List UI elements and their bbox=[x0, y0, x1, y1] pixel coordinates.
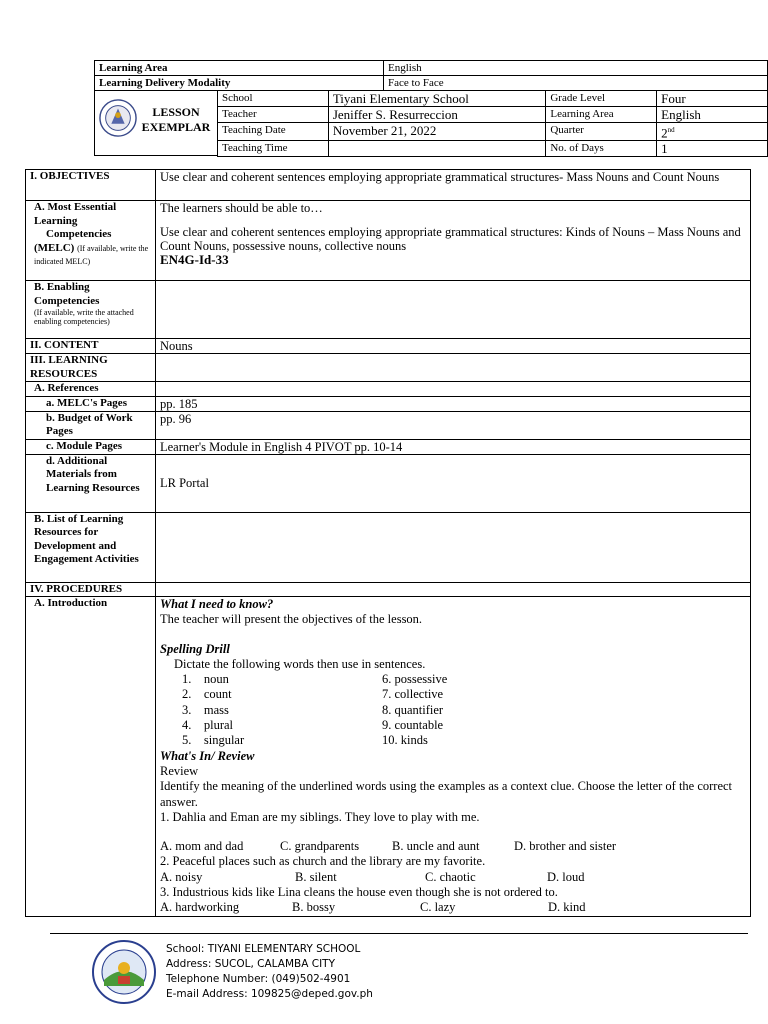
content-value: Nouns bbox=[156, 339, 751, 354]
question-3: 3. Industrious kids like Lina cleans the house even though she is not ordered to. bbox=[160, 885, 558, 900]
enabling-label: B. Enabling Competencies (If available, write the attached enabling competencies) bbox=[26, 281, 156, 339]
option: D. brother and sister bbox=[514, 839, 617, 854]
table-row bbox=[26, 339, 751, 354]
option: C. lazy bbox=[420, 900, 456, 915]
budget-value: pp. 96 bbox=[156, 411, 751, 439]
list-item: 1. noun bbox=[182, 672, 229, 687]
review-text: Identify the meaning of the underlined words using the examples as a context clue. Choose the letter of the correct answer. bbox=[160, 779, 733, 809]
date-value: November 21, 2022 bbox=[328, 123, 546, 141]
modality-value: Face to Face bbox=[384, 76, 768, 91]
grade-value: Four bbox=[657, 91, 768, 107]
table-row bbox=[26, 411, 751, 439]
option: A. mom and dad bbox=[160, 839, 244, 854]
list-resources-label: B. List of Learning Resources for Development and Engagement Activities bbox=[26, 512, 156, 582]
introduction-content bbox=[156, 597, 751, 917]
objectives-label: I. OBJECTIVES bbox=[26, 170, 156, 201]
footer-contact bbox=[166, 942, 373, 1002]
school-value: Tiyani Elementary School bbox=[328, 91, 546, 107]
melc-intro: The learners should be able to… bbox=[160, 201, 323, 215]
review-title: What's In/ Review bbox=[160, 748, 255, 763]
footer-phone: Telephone Number: (049)502-4901 bbox=[166, 973, 351, 985]
teacher-label: Teacher bbox=[218, 107, 329, 123]
question-2: 2. Peaceful places such as church and the library are my favorite. bbox=[160, 854, 486, 869]
enabling-content bbox=[156, 281, 751, 339]
budget-label: b. Budget of Work Pages bbox=[26, 411, 156, 439]
footer-divider bbox=[50, 933, 748, 934]
question-1: 1. Dahlia and Eman are my siblings. They love to play with me. bbox=[160, 809, 480, 824]
need-title: What I need to know? bbox=[160, 597, 274, 611]
module-label: c. Module Pages bbox=[26, 439, 156, 454]
module-value: Learner's Module in English 4 PIVOT pp. 10-14 bbox=[156, 439, 751, 454]
list-item: 3. mass bbox=[182, 702, 229, 717]
option: D. loud bbox=[547, 869, 585, 884]
content-label: II. CONTENT bbox=[26, 339, 156, 354]
objectives-text: Use clear and coherent sentences employing appropriate grammatical structures- Mass Nouns and Count Nouns bbox=[156, 170, 751, 201]
question-3-options bbox=[160, 900, 720, 915]
table-row bbox=[26, 354, 751, 382]
option: B. uncle and aunt bbox=[392, 839, 480, 854]
footer-address: Address: SUCOL, CALAMBA CITY bbox=[166, 958, 335, 970]
footer-school: School: TIYANI ELEMENTARY SCHOOL bbox=[166, 943, 361, 955]
school-logo-icon bbox=[92, 940, 156, 1004]
option: C. chaotic bbox=[425, 869, 476, 884]
question-2-options bbox=[160, 870, 720, 885]
date-label: Teaching Date bbox=[218, 123, 329, 141]
question-1-options bbox=[160, 839, 720, 854]
drill-title: Spelling Drill bbox=[160, 641, 230, 656]
modality-label: Learning Delivery Modality bbox=[95, 76, 384, 91]
resources-label: III. LEARNING RESOURCES bbox=[26, 354, 156, 382]
option: C. grandparents bbox=[280, 839, 360, 854]
deped-seal-icon bbox=[99, 99, 137, 137]
header-info-table bbox=[217, 90, 768, 157]
additional-label: d. Additional Materials from Learning Resources bbox=[26, 454, 156, 512]
title-cell bbox=[94, 90, 218, 156]
table-row bbox=[26, 582, 751, 597]
list-item: 8. quantifier bbox=[382, 702, 444, 717]
option: A. noisy bbox=[160, 869, 203, 884]
option: A. hardworking bbox=[160, 900, 240, 915]
list-item: 10. kinds bbox=[382, 733, 428, 748]
melc-text: Use clear and coherent sentences employing appropriate grammatical structures: Kinds of Nouns – Mass Nouns and Count Nouns, possessive nouns, collective nouns bbox=[160, 225, 741, 253]
list-item: 4. plural bbox=[182, 718, 234, 733]
grade-label: Grade Level bbox=[546, 91, 657, 107]
table-row bbox=[26, 439, 751, 454]
time-label: Teaching Time bbox=[218, 141, 329, 157]
table-row bbox=[26, 382, 751, 397]
quarter-value: 2nd bbox=[657, 123, 768, 141]
days-value: 1 bbox=[657, 141, 768, 157]
references-label: A. References bbox=[26, 382, 156, 397]
spelling-list bbox=[182, 672, 746, 748]
teacher-value: Jeniffer S. Resurreccion bbox=[328, 107, 546, 123]
list-item: 6. possessive bbox=[382, 672, 448, 687]
melc-pages-value: pp. 185 bbox=[156, 396, 751, 411]
melc-label: A. Most Essential Learning Competencies (MELC) (If available, write the indicated MELC) bbox=[26, 201, 156, 281]
option: D. kind bbox=[548, 900, 586, 915]
table-row bbox=[26, 396, 751, 411]
learning-area-value: English bbox=[384, 61, 768, 76]
list-item: 5. singular bbox=[182, 733, 245, 748]
area-value: English bbox=[657, 107, 768, 123]
list-item: 7. collective bbox=[382, 687, 444, 702]
additional-value: LR Portal bbox=[156, 454, 751, 512]
drill-text: Dictate the following words then use in sentences. bbox=[174, 656, 426, 671]
title-exemplar: EXEMPLAR bbox=[141, 120, 211, 134]
table-row bbox=[26, 281, 751, 339]
table-row bbox=[26, 454, 751, 512]
quarter-label: Quarter bbox=[546, 123, 657, 141]
learning-area-label: Learning Area bbox=[95, 61, 384, 76]
time-value bbox=[328, 141, 546, 157]
melc-content bbox=[156, 201, 751, 281]
footer-email: E-mail Address: 109825@deped.gov.ph bbox=[166, 988, 373, 1000]
area-label: Learning Area bbox=[546, 107, 657, 123]
list-item: 2. count bbox=[182, 687, 232, 702]
melc-code: EN4G-Id-33 bbox=[160, 252, 229, 267]
list-item: 9. countable bbox=[382, 718, 444, 733]
table-row bbox=[26, 512, 751, 582]
title-lesson: LESSON bbox=[152, 105, 200, 119]
table-row bbox=[26, 201, 751, 281]
days-label: No. of Days bbox=[546, 141, 657, 157]
school-label: School bbox=[218, 91, 329, 107]
introduction-label: A. Introduction bbox=[26, 597, 156, 917]
header-top-table bbox=[94, 60, 768, 91]
table-row bbox=[26, 597, 751, 917]
need-text: The teacher will present the objectives of the lesson. bbox=[160, 612, 423, 627]
melc-pages-label: a. MELC's Pages bbox=[26, 396, 156, 411]
table-row bbox=[26, 170, 751, 201]
lesson-table bbox=[25, 169, 751, 917]
review-sub: Review bbox=[160, 763, 199, 778]
option: B. silent bbox=[295, 869, 337, 884]
procedures-label: IV. PROCEDURES bbox=[26, 582, 156, 597]
option: B. bossy bbox=[292, 900, 336, 915]
lesson-header bbox=[94, 60, 768, 157]
